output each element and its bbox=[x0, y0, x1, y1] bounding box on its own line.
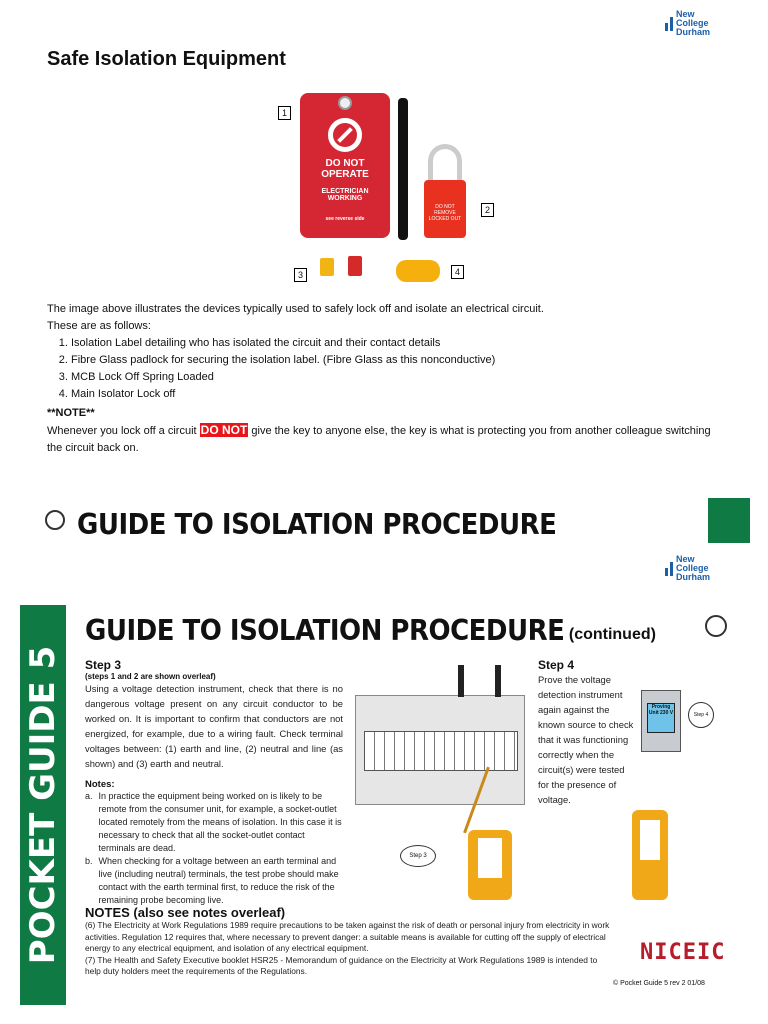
proving-unit bbox=[641, 690, 681, 752]
do-not-highlight: DO NOT bbox=[200, 423, 248, 437]
intro-text: The image above illustrates the devices typically used to safely lock off and isolate an electrical circuit. bbox=[47, 303, 544, 315]
equipment-list bbox=[47, 335, 727, 403]
note-a: In practice the equipment being worked on is likely to be remote from the consumer unit, for example, a socket-outlet located remotely from the means of isolation. In this case it is necessary to check that all the socket-outlet contact terminals are dead. bbox=[98, 791, 342, 853]
note-marker: b. bbox=[85, 856, 93, 866]
pocket-heading bbox=[85, 616, 656, 646]
mcb-lock-red bbox=[348, 256, 362, 276]
isolation-tag bbox=[300, 93, 390, 238]
step3-text: Using a voltage detection instrument, check that there is no dangerous voltage present on any circuit conductor to be worked on. It is important to confirm that conductors are not energized, for example, due to a wiring fault. Check terminal voltages between: (1) earth and line, (2) neutral and line (as shown) and (3) earth and neutral. bbox=[85, 683, 343, 769]
list-item: 2. Fibre Glass padlock for securing the isolation label. (Fibre Glass as this nonconductive) bbox=[71, 352, 727, 369]
voltage-tester bbox=[632, 810, 668, 900]
note-heading: **NOTE** bbox=[47, 407, 95, 419]
step4-callout: Step 4 bbox=[688, 702, 714, 728]
note-text-part: Whenever you lock off a circuit bbox=[47, 425, 200, 437]
hole-punch-circle bbox=[45, 510, 65, 530]
green-tab bbox=[708, 498, 750, 543]
tag-text: ELECTRICIAN bbox=[321, 188, 369, 195]
heading-text: GUIDE TO ISOLATION PROCEDURE bbox=[85, 614, 565, 648]
main-isolator-lock bbox=[396, 260, 440, 282]
list-item: 3. MCB Lock Off Spring Loaded bbox=[71, 369, 727, 386]
tag-text: WORKING bbox=[327, 195, 363, 202]
intro-text: These are as follows: bbox=[47, 320, 151, 332]
step3-title: Step 3 bbox=[85, 658, 122, 672]
hole-punch-circle bbox=[705, 615, 727, 637]
logo-text: New bbox=[676, 9, 695, 19]
continued-text: (continued) bbox=[568, 626, 656, 643]
college-logo bbox=[665, 555, 710, 582]
cable bbox=[495, 665, 501, 697]
note-b: When checking for a voltage between an earth terminal and live (including neutral) terminals, the test probe should make contact with the earth terminal first, to reduce the risk of the remaining probe becoming live. bbox=[98, 856, 339, 905]
cable bbox=[458, 665, 464, 697]
tag-text: OPERATE bbox=[321, 169, 369, 180]
step4-title: Step 4 bbox=[538, 658, 575, 672]
voltage-tester bbox=[468, 830, 512, 900]
college-logo bbox=[665, 10, 710, 37]
niceic-logo bbox=[640, 940, 725, 965]
equipment-figure bbox=[278, 88, 498, 293]
note-text bbox=[47, 422, 727, 457]
pocket-guide-sidebar bbox=[20, 605, 66, 1005]
mcb-lock-yellow bbox=[320, 258, 334, 276]
tag-text: DO NOT bbox=[325, 158, 365, 169]
note-marker: a. bbox=[85, 791, 93, 801]
notes-section bbox=[85, 905, 615, 978]
guide-heading: GUIDE TO ISOLATION PROCEDURE bbox=[77, 508, 557, 542]
note-7: (7) The Health and Safety Executive booklet HSR25 - Memorandum of guidance on the Electricity at Work Regulations 1989 is intended to help duty holders meet the requirements of the Regulations. bbox=[85, 954, 598, 976]
logo-text: College bbox=[676, 18, 709, 28]
notes-title: Notes: bbox=[85, 779, 115, 790]
logo-text: Durham bbox=[676, 572, 711, 582]
figure-label: 4 bbox=[451, 265, 464, 279]
prohibited-icon bbox=[328, 118, 362, 152]
figure-label: 1 bbox=[278, 106, 291, 120]
consumer-unit-diagram bbox=[350, 665, 530, 910]
list-item: 4. Main Isolator Lock off bbox=[71, 386, 727, 403]
page-title: Safe Isolation Equipment bbox=[47, 48, 286, 70]
padlock bbox=[424, 180, 466, 238]
step3-callout: Step 3 bbox=[400, 845, 436, 867]
step4-text: Prove the voltage detection instrument again against the known source to check that it was functioning correctly when the circuit(s) were tested for the presence of voltage. bbox=[538, 674, 634, 805]
logo-bars-icon bbox=[665, 562, 673, 576]
logo-text: College bbox=[676, 563, 709, 573]
step3-subtitle: (steps 1 and 2 are shown overleaf) bbox=[85, 672, 216, 681]
padlock-shackle bbox=[428, 144, 462, 184]
proving-unit-label: Proving Unit 230 V bbox=[647, 703, 675, 733]
list-item: 1. Isolation Label detailing who has isolated the circuit and their contact details bbox=[71, 335, 727, 352]
step3-section bbox=[85, 658, 343, 907]
logo-bars-icon bbox=[665, 17, 673, 31]
notes2-title: NOTES (also see notes overleaf) bbox=[85, 905, 286, 920]
marker-pen bbox=[398, 98, 408, 240]
step4-section bbox=[538, 658, 638, 807]
body-text bbox=[47, 301, 727, 457]
figure-label: 2 bbox=[481, 203, 494, 217]
niceic-text: NICEIC bbox=[640, 940, 726, 965]
tag-eyelet-icon bbox=[338, 96, 352, 110]
note-text-part: give the key to anyone else, the key is what is protecting you from another colleague switching the circuit back on. bbox=[47, 425, 711, 454]
logo-text: New bbox=[676, 554, 695, 564]
copyright: © Pocket Guide 5 rev 2 01/08 bbox=[613, 980, 705, 987]
figure-label: 3 bbox=[294, 268, 307, 282]
padlock-text: DO NOT REMOVE LOCKED OUT bbox=[428, 204, 462, 222]
consumer-unit bbox=[355, 695, 525, 805]
tag-text: see reverse side bbox=[325, 216, 365, 222]
note-6: (6) The Electricity at Work Regulations 1989 require precautions to be taken against the risk of death or personal injury from electricity in work activities. Regulation 12 requires that, where necessary to prevent danger: a suitable means is available for cutting off the supply of electrical energy to any electrical equipment, and isolation of any electrical equipment. bbox=[85, 920, 610, 953]
pocket-guide-label: POCKET GUIDE 5 bbox=[23, 645, 63, 965]
logo-text: Durham bbox=[676, 27, 711, 37]
